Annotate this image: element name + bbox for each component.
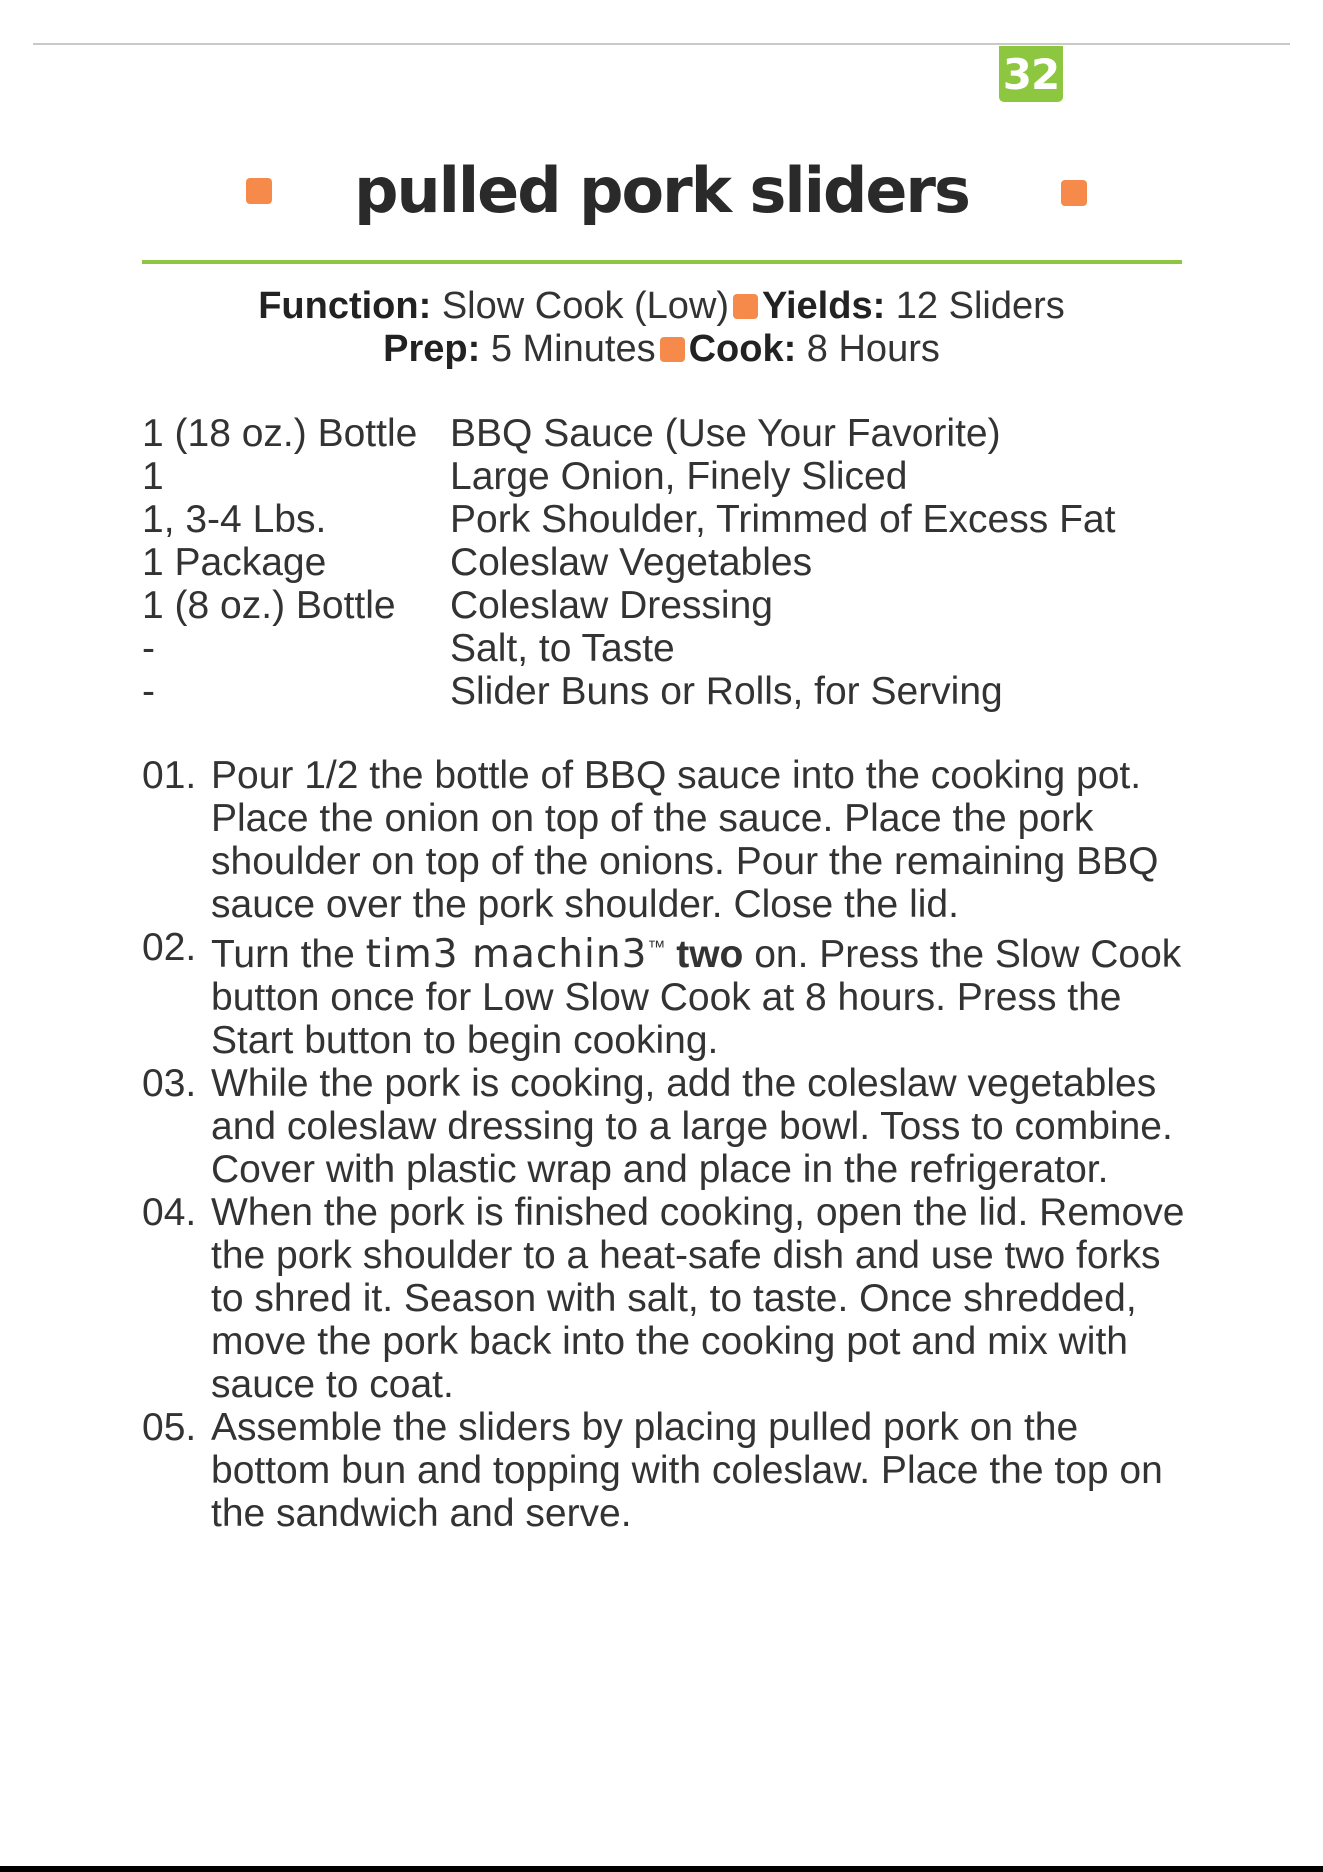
ingredient-item: BBQ Sauce (Use Your Favorite) bbox=[450, 412, 1001, 455]
prep-value: 5 Minutes bbox=[490, 328, 656, 370]
ingredient-qty: - bbox=[142, 670, 155, 713]
ingredient-qty: 1 (8 oz.) Bottle bbox=[142, 584, 396, 627]
cook-value: 8 Hours bbox=[806, 328, 940, 370]
step-item bbox=[142, 1062, 1192, 1191]
yields-label: Yields: bbox=[762, 285, 886, 327]
ingredient-item: Pork Shoulder, Trimmed of Excess Fat bbox=[450, 498, 1116, 541]
yields-value: 12 Sliders bbox=[895, 285, 1065, 327]
ingredient-item: Salt, to Taste bbox=[450, 627, 675, 670]
ingredient-qty: 1 (18 oz.) Bottle bbox=[142, 412, 418, 455]
ingredient-row bbox=[142, 412, 1202, 455]
title-row bbox=[140, 140, 1183, 250]
prep-label: Prep: bbox=[383, 328, 481, 370]
cook-label: Cook: bbox=[688, 328, 797, 370]
step-text: While the pork is cooking, add the coleslaw vegetables and coleslaw dressing to a large bowl. Toss to combine. Cover with plastic wrap and place in the refrigerator. bbox=[211, 1062, 1173, 1191]
step-number: 01. bbox=[142, 754, 197, 797]
ingredient-qty: - bbox=[142, 627, 155, 670]
step-number: 02. bbox=[142, 926, 197, 969]
recipe-title: pulled pork sliders bbox=[354, 154, 969, 227]
meta-separator bbox=[660, 337, 685, 362]
step-number: 03. bbox=[142, 1062, 197, 1105]
brand-logotype: tim3 machin3 bbox=[365, 932, 648, 977]
ingredient-row bbox=[142, 670, 1202, 713]
page-number-badge: 32 bbox=[999, 46, 1063, 102]
step-text bbox=[211, 926, 1192, 1062]
ingredient-row bbox=[142, 627, 1202, 670]
step-text: Assemble the sliders by placing pulled pork on the bottom bun and topping with coleslaw. Place the top on the sandwich and serve. bbox=[211, 1406, 1163, 1535]
step-text-pre: Turn the bbox=[211, 933, 355, 976]
top-rule bbox=[33, 43, 1290, 45]
ingredient-row bbox=[142, 584, 1202, 627]
meta-line-prep-cook bbox=[0, 328, 1323, 371]
title-bullet-right bbox=[1061, 180, 1087, 206]
step-item bbox=[142, 1406, 1192, 1535]
step-text: When the pork is finished cooking, open the lid. Remove the pork shoulder to a heat-safe dish and use two forks to shred it. Season with salt, to taste. Once shredded, move the pork back into the cooking pot and mix with sauce to coat. bbox=[211, 1191, 1185, 1406]
ingredient-item: Slider Buns or Rolls, for Serving bbox=[450, 670, 1003, 713]
step-item bbox=[142, 1191, 1192, 1406]
trademark-mark: ™ bbox=[647, 937, 666, 957]
ingredient-row bbox=[142, 498, 1202, 541]
meta-separator bbox=[733, 294, 758, 319]
title-divider bbox=[142, 260, 1182, 264]
bottom-edge bbox=[0, 1866, 1323, 1872]
ingredients-table bbox=[142, 412, 1202, 713]
step-number: 04. bbox=[142, 1191, 197, 1234]
ingredient-qty: 1, 3-4 Lbs. bbox=[142, 498, 327, 541]
meta-line-function-yields bbox=[0, 285, 1323, 328]
step-text-post: on. Press the Slow Cook button once for Low Slow Cook at 8 hours. Press the Start button to begin cooking. bbox=[211, 933, 1182, 1062]
step-number: 05. bbox=[142, 1406, 197, 1449]
ingredient-qty: 1 bbox=[142, 455, 164, 498]
ingredient-item: Large Onion, Finely Sliced bbox=[450, 455, 908, 498]
brand-model: two bbox=[676, 933, 744, 976]
ingredient-item: Coleslaw Dressing bbox=[450, 584, 773, 627]
ingredient-row bbox=[142, 455, 1202, 498]
ingredient-qty: 1 Package bbox=[142, 541, 327, 584]
step-text: Pour 1/2 the bottle of BBQ sauce into the cooking pot. Place the onion on top of the sauce. Place the pork shoulder on top of the onions. Pour the remaining BBQ sauce over the pork shoulder. Close the lid. bbox=[211, 754, 1159, 926]
step-item bbox=[142, 926, 1192, 1062]
ingredient-item: Coleslaw Vegetables bbox=[450, 541, 813, 584]
function-value: Slow Cook (Low) bbox=[441, 285, 730, 327]
steps-list bbox=[142, 754, 1192, 1535]
ingredient-row bbox=[142, 541, 1202, 584]
step-item bbox=[142, 754, 1192, 926]
function-label: Function: bbox=[258, 285, 432, 327]
